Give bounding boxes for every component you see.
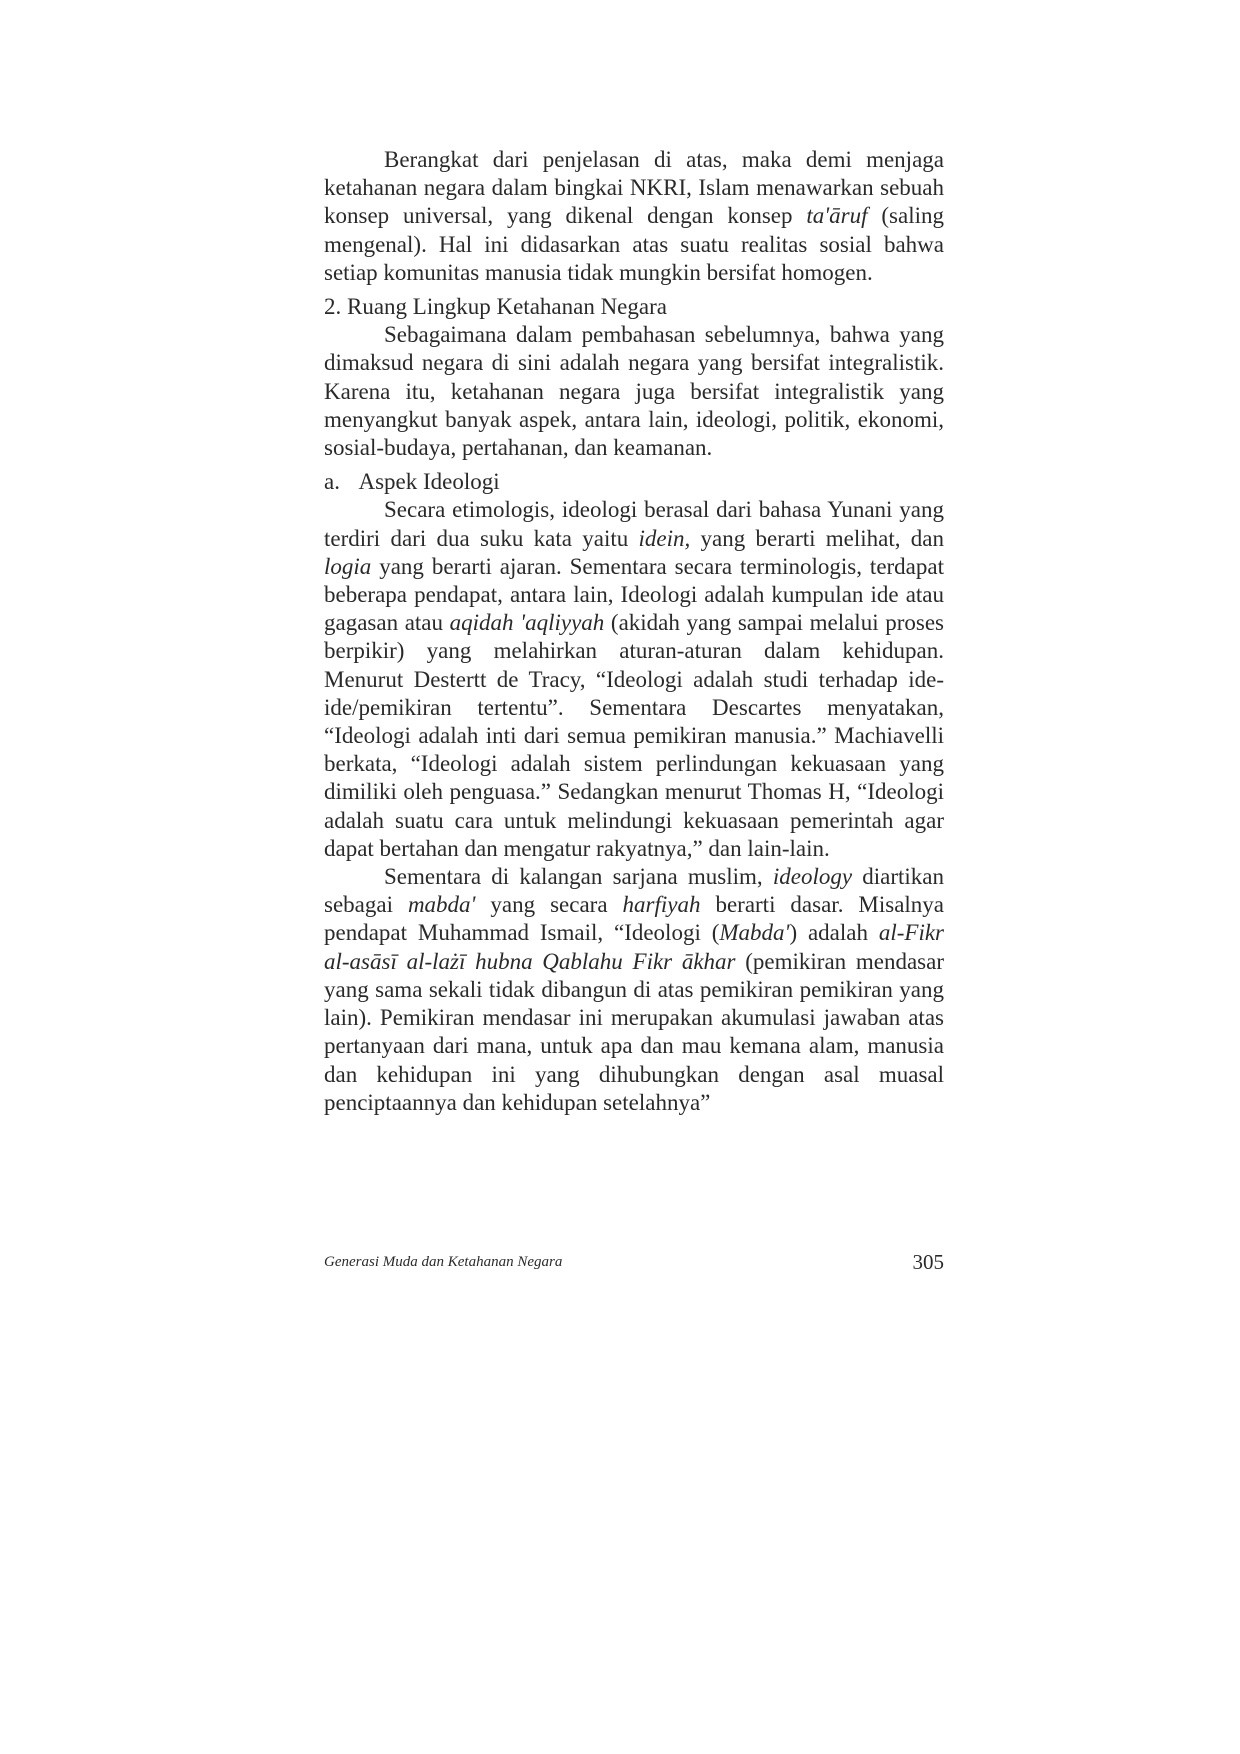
italic-term: logia xyxy=(324,553,372,579)
section-heading-ruang-lingkup xyxy=(324,293,944,321)
paragraph-intro xyxy=(324,146,944,287)
paragraph-text: berarti dasar. Misalnya pendapat Muhammad Ismail, “Ideologi ( xyxy=(324,892,945,946)
paragraph-text: (pemikiran mendasar yang sama sekali tidak dibangun di atas pemikiran pemikiran yang lain). Pemikiran mendasar ini merupakan akumulasi jawaban atas pertanyaan dari mana, untuk apa dan mau kemana alam, manusia dan kehidupan ini yang dihubungkan dengan asal muasal penciptaannya dan kehidupan setelahnya” xyxy=(324,948,944,1115)
paragraph-text: Secara etimologis, ideologi berasal dari bahasa Yunani yang terdiri dari dua suku kata yaitu xyxy=(324,497,944,551)
italic-term: Mabda' xyxy=(719,920,790,946)
page-footer xyxy=(324,1250,944,1280)
paragraph-ruang-lingkup: Sebagaimana dalam pembahasan sebelumnya, bahwa yang dimaksud negara di sini adalah negara yang bersifat integralistik. Karena itu, ketahanan negara juga bersifat integralistik yang menyangkut banyak aspek, antara lain, ideologi, politik, ekonomi, sosial-budaya, pertahanan, dan keamanan. xyxy=(324,322,944,461)
paragraph-text: Sementara di kalangan sarjana muslim, xyxy=(384,864,773,890)
italic-term: idein, xyxy=(638,525,691,551)
subsection-title: Aspek Ideologi xyxy=(358,469,500,495)
subsection-number: a. xyxy=(324,469,340,495)
section-number: 2. xyxy=(324,294,342,320)
italic-term: aqidah 'aqliyyah xyxy=(449,610,605,636)
section-title: Ruang Lingkup Ketahanan Negara xyxy=(347,294,667,320)
paragraph-text: yang secara xyxy=(475,892,623,918)
paragraph-etimologi xyxy=(324,496,944,863)
italic-term: ta'āruf xyxy=(806,203,868,229)
paragraph-text: (saling mengenal). Hal ini didasarkan atas suatu realitas sosial bahwa setiap komunitas manusia tidak mungkin bersifat homogen. xyxy=(324,203,944,285)
running-title: Generasi Muda dan Ketahanan Negara xyxy=(324,1254,563,1270)
paragraph-text: yang berarti ajaran. Sementara secara terminologis, terdapat beberapa pendapat, antara lain, Ideologi adalah kumpulan ide atau gagasan atau xyxy=(324,553,944,636)
paragraph-text: diartikan sebagai xyxy=(324,864,945,918)
paragraph-text: Berangkat dari penjelasan di atas, maka demi menjaga ketahanan negara dalam bingkai NKRI, Islam menawarkan sebuah konsep universal, yang dikenal dengan konsep xyxy=(324,147,944,229)
italic-term: ideology xyxy=(772,864,853,890)
paragraph-text: (akidah yang sampai melalui proses berpikir) yang melahirkan aturan-aturan dalam kehidupan. Menurut Destertt de Tracy, “Ideologi adalah studi terhadap ide-ide/pemikiran tertentu”. Sementara Descartes menyatakan, “Ideologi adalah inti dari semua pemikiran manusia.” Machiavelli berkata, “Ideologi adalah sistem perlindungan kekuasaan yang dimiliki oleh penguasa.” Sedangkan menurut Thomas H, “Ideologi adalah suatu cara untuk melindungi kekuasaan pemerintah agar dapat bertahan dan mengatur rakyatnya,” dan lain-lain. xyxy=(324,610,944,861)
paragraph-text: ) adalah xyxy=(789,920,879,946)
paragraph-text: yang berarti melihat, dan xyxy=(690,525,944,551)
page-body xyxy=(324,146,944,1117)
subsection-heading-aspek-ideologi xyxy=(324,468,944,496)
page-number: 305 xyxy=(912,1250,944,1274)
italic-term: harfiyah xyxy=(622,892,701,918)
paragraph-sarjana-muslim xyxy=(324,863,944,1117)
italic-term: mabda' xyxy=(407,892,476,918)
italic-term: al-Fikr al-asāsī al-lażī hubna Qablahu Fikr ākhar xyxy=(324,920,944,974)
